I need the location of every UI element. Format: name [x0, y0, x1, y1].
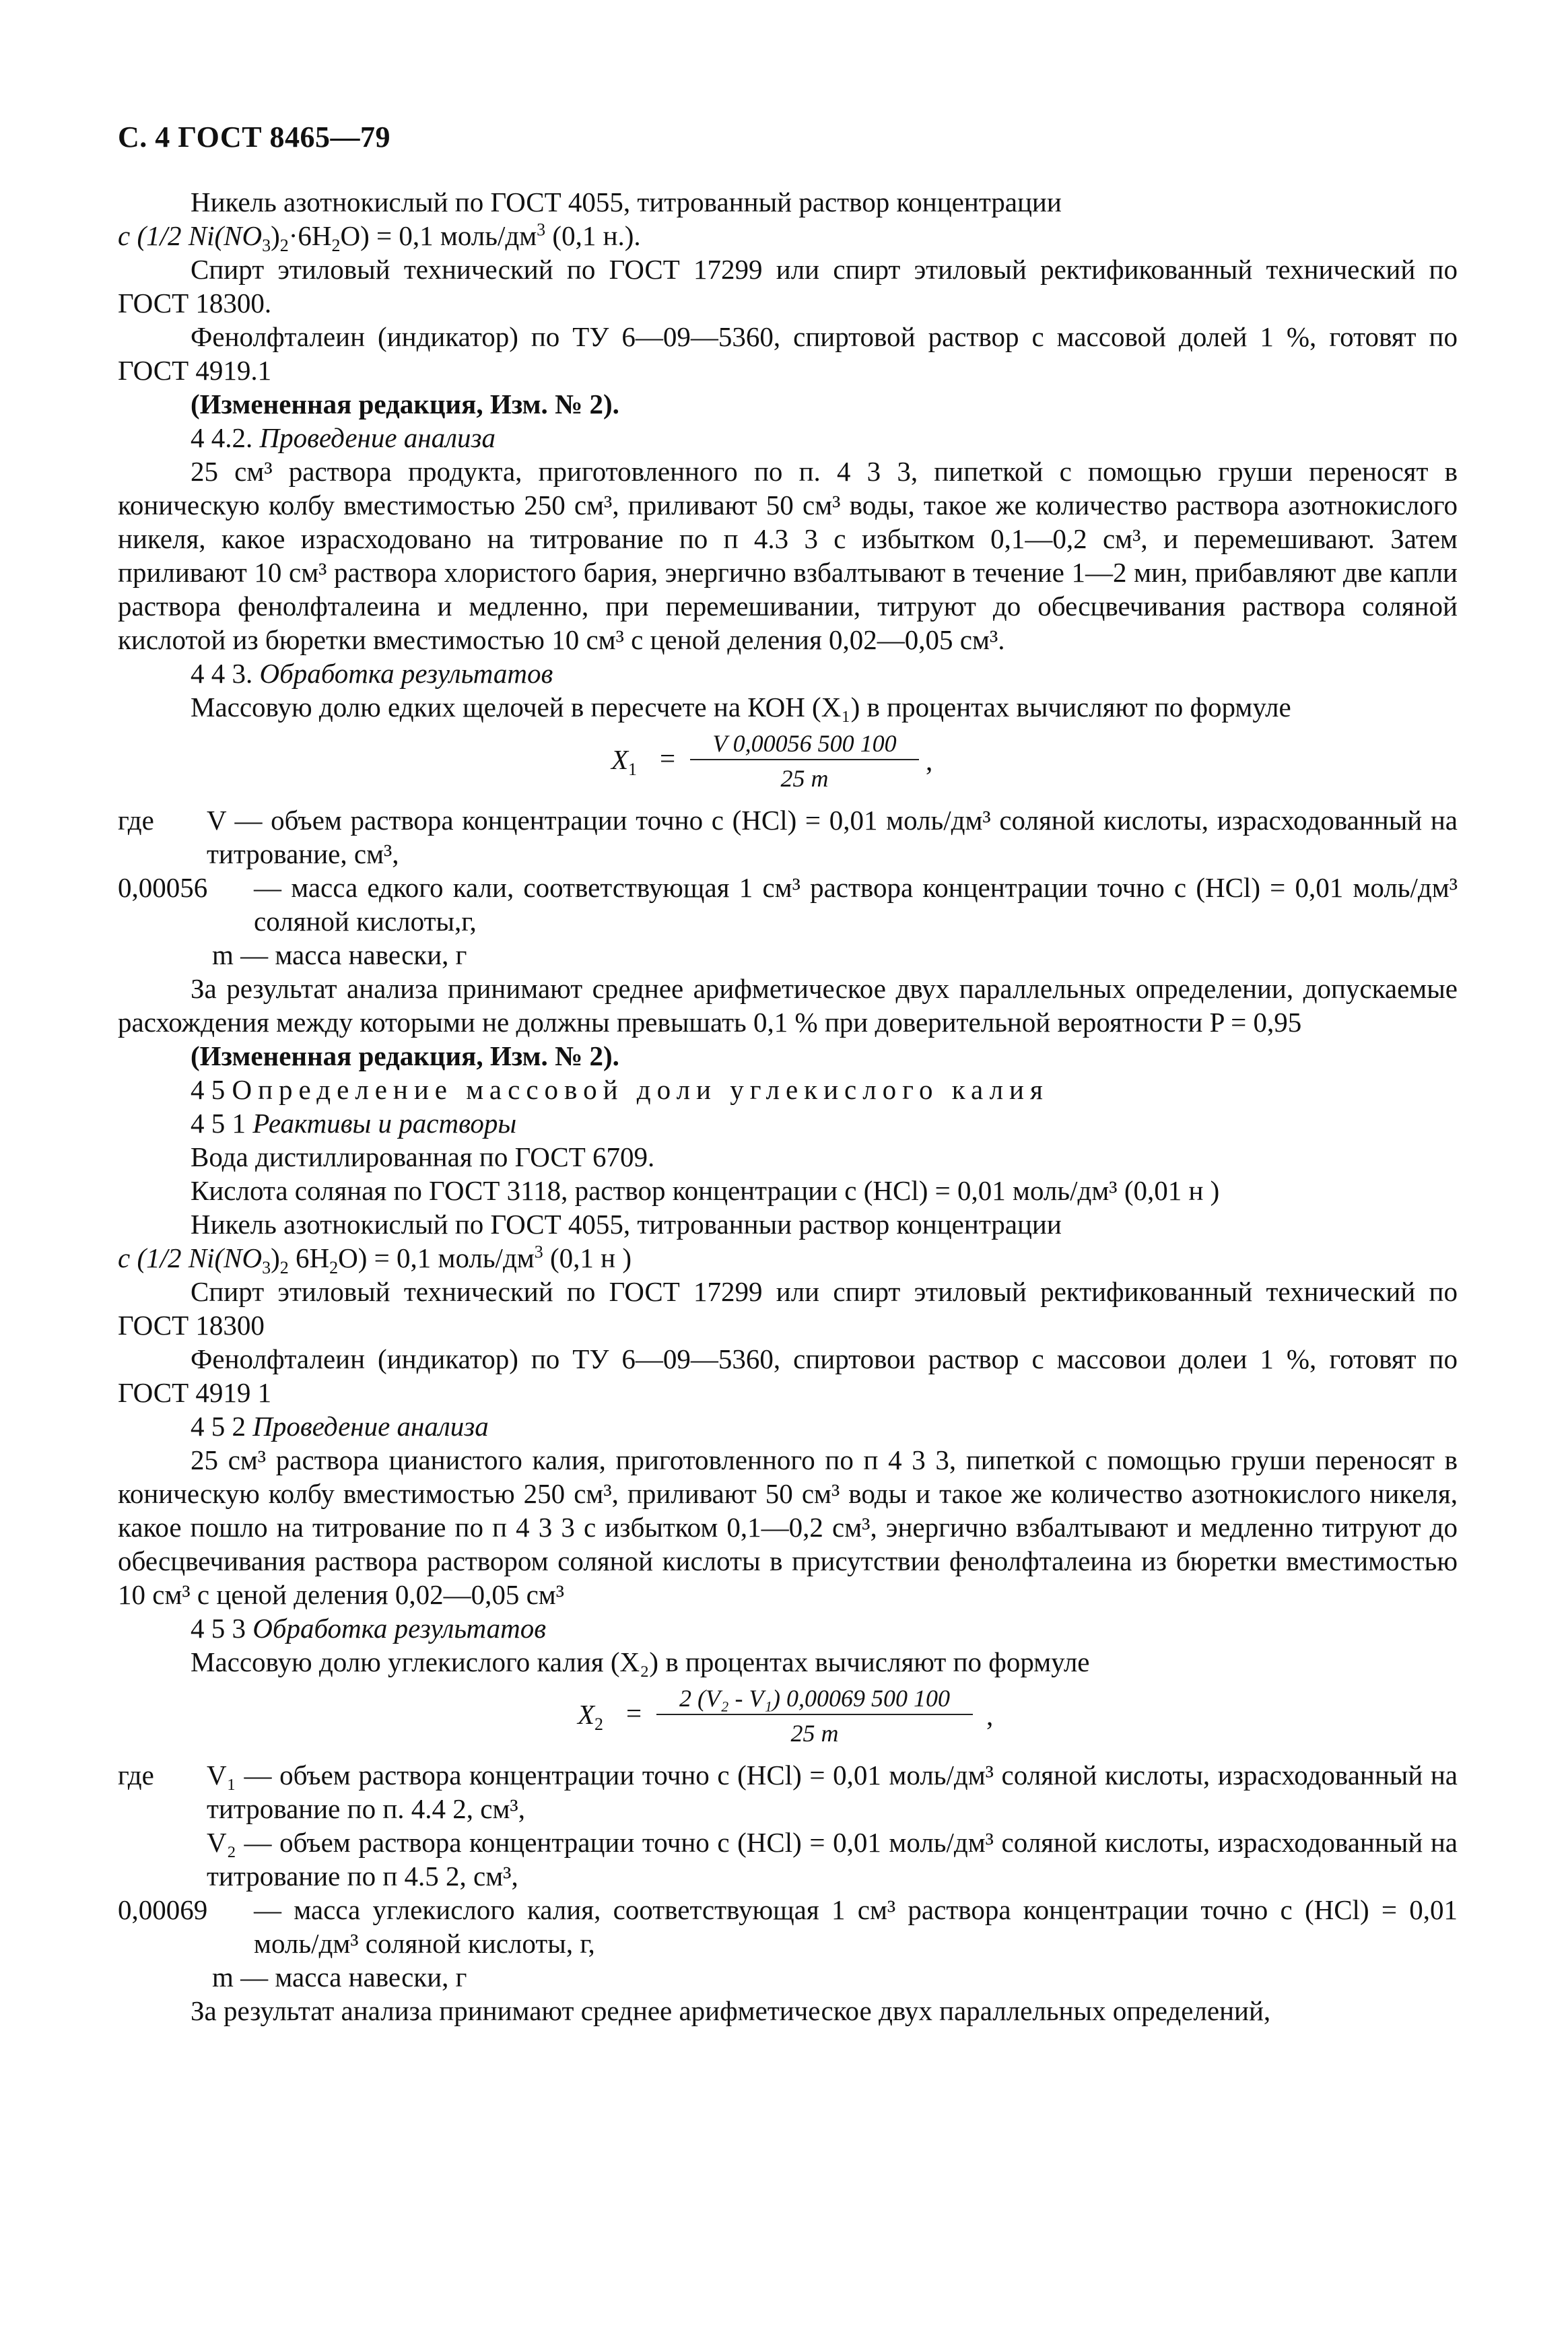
paragraph-analysis-procedure: 25 см³ раствора продукта, приготовленного по п. 4 3 3, пипеткой с помощью груши переносят в коническую колбу вместимостью 250 см³, приливают 50 см³ воды, такое же количество раствора азотнокислого никеля, какое израсходовано на титрование по п 4.3 3 с избытком 0,1—0,2 см³, и перемешивают. Затем приливают 10 см³ раствора хлористого бария, энергично взбалтывают в течение 1—2 мин, прибавляют две капли раствора фенолфталеина и медленно, при перемешивании, титруют до обесцвечивания раствора соляной кислотой из бюретки вместимостью 10 см³ с ценой деления 0,02—0,05 см³.: [118, 456, 1458, 655]
paragraph-result-2: За результат анализа принимают среднее арифметическое двух параллельных определений,: [191, 1995, 1271, 2026]
paragraph-analysis-procedure-2: 25 см³ раствора цианистого калия, приготовленного по п 4 3 3, пипеткой с помощью груши переносят в коническую колбу вместимостью 250 см³, приливают 50 см³ воды и такое же количество азотнокислого никеля, какое пошло на титрование по п 4 3 3 с избытком 0,1—0,2 см³, энергично взбалтывают и медленно титруют до обесцвечивания раствора раствором соляной кислоты в присутствии фенолфталеина из бюретки вместимостью 10 см³ с ценой деления 0,02—0,05 см³: [118, 1444, 1458, 1610]
paragraph-spirit: Спирт этиловый технический по ГОСТ 17299 или спирт этиловый ректификованный технический по ГОСТ 18300.: [118, 254, 1458, 319]
formula-x2: [118, 1681, 1458, 1751]
definition-constant: 0,00056 — масса едкого кали, соответствующая 1 см³ раствора концентрации точно c (HCl) = 0,01 моль/дм³ соляной кислоты,г,: [118, 872, 1458, 937]
formula-comma: ,: [926, 745, 933, 776]
paragraph-phenolphthalein: Фенолфталеин (индикатор) по ТУ 6—09—5360, спиртовой раствор с массовой долей 1 %, готовят по ГОСТ 4919.1: [118, 321, 1458, 386]
section-heading-4-5: 4 5 Определение массовой доли углекислого калия: [191, 1074, 1049, 1105]
section-heading-4-4-2: 4 4.2. Проведение анализа: [191, 422, 496, 453]
paragraph-result: За результат анализа принимают среднее арифметическое двух параллельных определении, допускаемые расхождения между которыми не должны превышать 0,1 % при доверительной вероятности P = 0,95: [118, 973, 1458, 1038]
formula-fraction-bar: [690, 759, 919, 760]
paragraph-formula-intro-2: Массовую долю углекислого калия (X₂) в процентах вычисляют по формуле: [191, 1646, 1090, 1677]
formula-denominator: 25 m: [780, 765, 829, 792]
paragraph-formula-intro: Массовую долю едких щелочей в пересчете на КОН (X₁) в процентах вычисляют по формуле: [191, 692, 1291, 723]
paragraph-spirit-2: Спирт этиловый технический по ГОСТ 17299 или спирт этиловый ректификованный технический по ГОСТ 18300: [118, 1276, 1458, 1341]
paragraph-water: Вода дистиллированная по ГОСТ 6709.: [191, 1141, 655, 1172]
definition-constant-2: 0,00069 — масса углекислого калия, соответствующая 1 см³ раствора концентрации точно c (HCl) = 0,01 моль/дм³ соляной кислоты, г,: [118, 1894, 1458, 1959]
amendment-note: (Измененная редакция, Изм. № 2).: [191, 389, 619, 420]
section-heading-4-5-3: 4 5 3 Обработка результатов: [191, 1613, 547, 1644]
definition-v: где V — объем раствора концентрации точно c (HCl) = 0,01 моль/дм³ соляной кислоты, израсходованный на титрование, см³,: [118, 805, 1458, 869]
formula-denominator-2: 25 m: [790, 1720, 839, 1747]
definition-v1: где V₁ — объем раствора концентрации точно c (HCl) = 0,01 моль/дм³ соляной кислоты, израсходованный на титрование по п. 4.4 2, см³,: [118, 1760, 1458, 1824]
formula-equals: =: [660, 743, 676, 774]
formula-x1: [118, 727, 1458, 797]
formula-fraction-bar-2: [656, 1714, 973, 1715]
paragraph-acid: Кислота соляная по ГОСТ 3118, раствор концентрации c (HCl) = 0,01 моль/дм³ (0,01 н ): [191, 1175, 1220, 1206]
amendment-note-2: (Измененная редакция, Изм. № 2).: [191, 1040, 619, 1071]
section-heading-4-5-2: 4 5 2 Проведение анализа: [191, 1411, 489, 1442]
definition-v2: V₂ — объем раствора концентрации точно c (HCl) = 0,01 моль/дм³ соляной кислоты, израсходованный на титрование по п 4.5 2, см³,: [207, 1827, 1458, 1892]
section-heading-4-4-3: 4 4 3. Обработка результатов: [191, 658, 553, 689]
paragraph-nickel-reagent-2: Никель азотнокислый по ГОСТ 4055, титрованныи раствор концентрации c (1/2 $Ni(NO_3)_2$ $6H_2O) = 0,1$ моль/$дм^3$ (0,1 н ): [118, 1209, 1062, 1278]
formula-numerator-2: 2 (V₂ - V₁) 0,00069 500 100: [679, 1685, 950, 1712]
page-header: С. 4 ГОСТ 8465—79: [118, 121, 391, 154]
formula-comma-2: ,: [986, 1700, 994, 1731]
definition-m-2: m — масса навески, г: [212, 1962, 467, 1993]
paragraph-phenolphthalein-2: Фенолфталеин (индикатор) по ТУ 6—09—5360, спиртовои раствор с массовои долеи 1 %, готовят по ГОСТ 4919 1: [118, 1343, 1458, 1408]
section-heading-4-5-1: 4 5 1 Реактивы и растворы: [191, 1108, 517, 1139]
paragraph-nickel-reagent: Никель азотнокислый по ГОСТ 4055, титрованный раствор концентрации c (1/2 $Ni(NO_3)_2\cdot 6H_2O) = 0,1$ моль/$дм^3$ (0,1 н.).: [118, 187, 1062, 256]
formula-lhs: $X_1$: [611, 744, 638, 780]
formula-equals-2: =: [626, 1698, 642, 1729]
document-body: [118, 185, 1458, 2028]
definition-m: m — масса навески, г: [212, 939, 467, 970]
formula-numerator: V 0,00056 500 100: [712, 730, 897, 757]
formula-lhs-2: $X_2$: [578, 1699, 604, 1735]
